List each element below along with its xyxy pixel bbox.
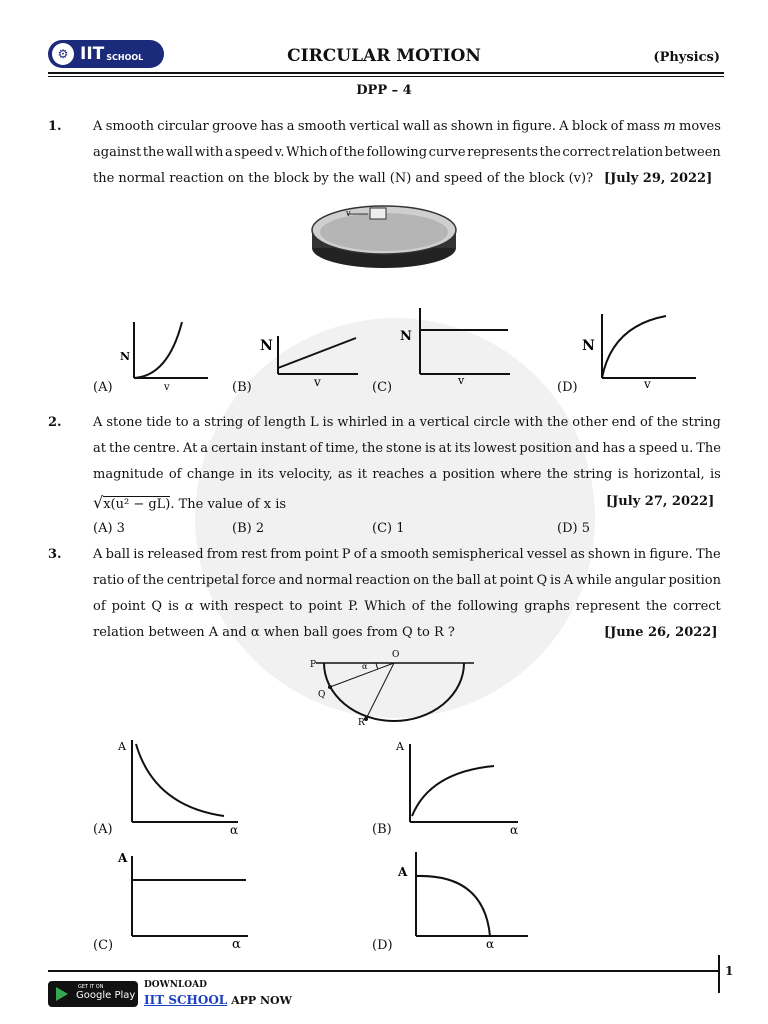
app-promo [144,993,292,1007]
word: against [93,145,142,160]
header-rule-thin [48,76,724,77]
word: figure. [512,119,556,134]
word: in [633,547,647,562]
word: is [550,573,561,588]
q1-graph-a [118,318,210,393]
word: A [93,415,103,430]
q2-option-b: (B) 2 [232,521,265,536]
badge-small-text: GET IT ON [78,984,104,990]
word: with [194,145,224,160]
word: represent [575,599,640,614]
word: relation [611,145,664,160]
word: correct [673,599,721,614]
app-now-text: APP NOW [227,994,292,1007]
q3-line-1 [93,547,721,562]
word: with [199,599,229,614]
q1-line-2 [93,145,721,160]
word: from [270,547,302,562]
footer-rule [48,970,720,972]
word: Which [286,145,328,160]
q1-graph-d [582,312,698,391]
word: is [424,441,436,456]
word: string [204,415,244,430]
word: ratio [93,573,125,588]
word: At [182,441,198,456]
word: following [366,145,428,160]
groove-velocity-label: v [346,209,351,218]
footer-bar [718,955,720,993]
word: as [433,119,448,134]
word: smooth [297,119,347,134]
page-title: CIRCULAR MOTION [287,46,481,66]
q3-graph-a [114,736,248,836]
word: time, [325,441,359,456]
word: change [186,467,235,482]
word: centre. [133,441,180,456]
word: certain [211,441,258,456]
q1d-xlabel: v [644,377,651,391]
word: magnitude [93,467,164,482]
point-q-label: Q [318,690,326,700]
word: following [457,599,519,614]
word: released [147,547,204,562]
word: moves [679,119,721,134]
q1d-ylabel: N [582,338,595,354]
word: is [617,467,629,482]
word: point [308,599,343,614]
word: wall [165,145,193,160]
word: the [142,573,164,588]
point-o-label: O [392,650,400,660]
word: of [353,547,367,562]
word: vertical [419,415,470,430]
q3d-xlabel: α [486,937,495,951]
word: rest [241,547,267,562]
iit-school-link[interactable]: IIT SCHOOL [144,993,228,1007]
google-play-badge[interactable] [48,981,138,1007]
word: stone [386,441,422,456]
q1b-xlabel: v [314,375,321,389]
word: a [192,415,201,430]
download-label: DOWNLOAD [144,980,207,990]
q1c-ylabel: N [400,329,412,344]
question-3-number: 3. [48,547,62,562]
word: in [391,415,404,430]
word: and [278,573,304,588]
word: of [309,441,323,456]
word: the [108,441,131,456]
word: a [407,415,416,430]
word: vertical [349,119,400,134]
word: at [438,441,452,456]
q3a-ylabel: A [118,740,126,753]
word: position [668,573,721,588]
word: A [93,547,103,562]
hemisphere-figure [306,645,484,727]
word: respect [234,599,284,614]
word: u. [680,441,694,456]
q3-graph-b [394,736,528,836]
word: is [709,467,721,482]
word: stone [106,415,143,430]
word: ball [105,547,131,562]
word: reaches [372,467,425,482]
word: the [547,415,569,430]
q3-line-4: relation between A and α when ball goes from Q to R ? [93,625,455,640]
word: between [664,145,721,160]
word: A [559,119,569,134]
word: is [322,415,334,430]
word: of [610,119,624,134]
q3a-xlabel: α [230,823,239,837]
play-store-icon [56,987,68,1001]
word: a [286,119,295,134]
word: a [200,441,209,456]
q1b-ylabel: N [260,338,273,354]
word: correct [562,145,611,160]
word: represents [467,145,538,160]
q1-option-a: (A) [93,380,113,395]
word: velocity, [279,467,333,482]
word: string [681,415,721,430]
word: The [696,547,721,562]
q2-option-a: (A) 3 [93,521,125,536]
word: has [602,441,626,456]
q2-line-1 [93,415,721,430]
word: the [142,145,165,160]
word: the [546,467,568,482]
page-number: 1 [725,964,734,978]
word: string [573,467,613,482]
word: force [241,573,276,588]
word: at [93,441,106,456]
logo-text: IIT [80,44,105,64]
dpp-label: DPP – 4 [356,83,412,98]
word: the [656,415,678,430]
q3-graph-c [114,848,254,952]
word: L [309,415,319,430]
word: of [93,599,106,614]
q2-line-2 [93,441,721,456]
word: A [93,119,103,134]
word: circular [157,119,209,134]
word: of [247,415,260,430]
word: semispherical [432,547,524,562]
word: circle [473,415,511,430]
word: in [496,119,510,134]
word: The [696,441,721,456]
word: is [167,599,179,614]
word: it [357,467,368,482]
word: has [260,119,284,134]
word: a [224,145,233,160]
q1-graph-c [398,306,512,387]
word: from [206,547,238,562]
word: of [168,467,182,482]
q1-option-b: (B) [232,380,252,395]
word: angular [614,573,666,588]
logo-subtext: SCHOOL [106,52,144,62]
word: to [175,415,189,430]
word: tide [146,415,172,430]
word: is [133,547,145,562]
word: speed [234,145,273,160]
word: the [539,145,561,160]
question-1-number: 1. [48,119,62,134]
word: to [289,599,303,614]
word: of [639,415,653,430]
word: Q [536,573,548,588]
word: its [257,467,274,482]
word: as [570,547,585,562]
word: v. [274,145,285,160]
word: the [645,599,668,614]
point-r-label: R [358,718,365,728]
q3-date: [June 26, 2022] [604,625,718,640]
word: a [369,547,378,562]
q2-formula-tail: . The value of x is [170,497,287,512]
q1-line-1 [93,119,721,134]
word: α [184,599,194,614]
badge-big-text: Google Play [76,990,136,1001]
word: whirled [337,415,388,430]
word: with [514,415,544,430]
q3c-ylabel: A [118,851,128,865]
word: point [499,573,534,588]
word: end [611,415,636,430]
point-p-label: P [310,660,317,670]
word: centripetal [166,573,239,588]
word: its [454,441,471,456]
q3-line-2 [93,573,721,588]
gear-icon: ⚙ [52,43,74,65]
word: the [343,145,365,160]
word: horizontal, [633,467,705,482]
word: smooth [105,119,154,134]
word: speed [639,441,678,456]
word: position [442,467,495,482]
word: the [361,441,384,456]
word: where [500,467,542,482]
q1-option-d: (D) [557,380,578,395]
q3-option-b: (B) [372,822,392,837]
word: a [429,467,438,482]
word: lowest [473,441,517,456]
word: of [127,573,140,588]
word: reaction [355,573,411,588]
word: block [571,119,608,134]
word: the [432,573,454,588]
word: figure. [649,547,693,562]
q3b-ylabel: A [396,740,404,753]
word: instant [260,441,307,456]
word: shown [450,119,494,134]
groove-figure [308,200,460,272]
word: P. [348,599,359,614]
word: a [628,441,636,456]
angle-alpha-label: α [362,662,368,671]
header-rule [48,72,724,74]
word: P [341,547,351,562]
q3c-xlabel: α [232,937,241,952]
word: the [430,599,452,614]
word: on [413,573,430,588]
q1-line-3: the normal reaction on the block by the wall (N) and speed of the block (v)? [93,171,594,186]
q3-graph-d [394,848,532,951]
q3-option-a: (A) [93,822,113,837]
q3-option-c: (C) [93,938,114,953]
word: while [576,573,612,588]
q1-date: [July 29, 2022] [604,171,713,186]
q1a-xlabel: v [164,382,170,393]
subject-label: (Physics) [653,50,720,65]
word: at [483,573,497,588]
word: mass [626,119,661,134]
word: normal [306,573,353,588]
q2-option-d: (D) 5 [557,521,590,536]
word: m [663,119,676,134]
word: point [304,547,339,562]
q2-formula: x(u² − gL) [103,497,171,512]
sqrt-icon: √ [93,493,104,512]
q3d-ylabel: A [398,865,408,879]
q1a-ylabel: N [120,350,131,363]
word: vessel [526,547,568,562]
word: and [574,441,600,456]
word: of [329,145,342,160]
q2-date: [July 27, 2022] [606,494,715,509]
word: shown [587,547,631,562]
q2-line-3 [93,467,721,482]
q1-option-c: (C) [372,380,393,395]
word: as [337,467,353,482]
word: position [519,441,572,456]
q1-graph-b [258,334,362,389]
word: ball [456,573,481,588]
word: smooth [380,547,429,562]
word: wall [402,119,430,134]
word: Q [151,599,163,614]
q3-option-d: (D) [372,938,393,953]
word: Which [364,599,406,614]
word: curve [428,145,466,160]
q2-option-c: (C) 1 [372,521,405,536]
q1c-xlabel: v [458,374,465,387]
word: groove [212,119,258,134]
word: point [111,599,146,614]
word: of [411,599,425,614]
word: in [239,467,253,482]
q3-line-3 [93,599,721,614]
word: A [563,573,574,588]
word: other [572,415,608,430]
word: graphs [524,599,570,614]
question-2-number: 2. [48,415,62,430]
word: length [263,415,306,430]
q3b-xlabel: α [510,823,519,837]
